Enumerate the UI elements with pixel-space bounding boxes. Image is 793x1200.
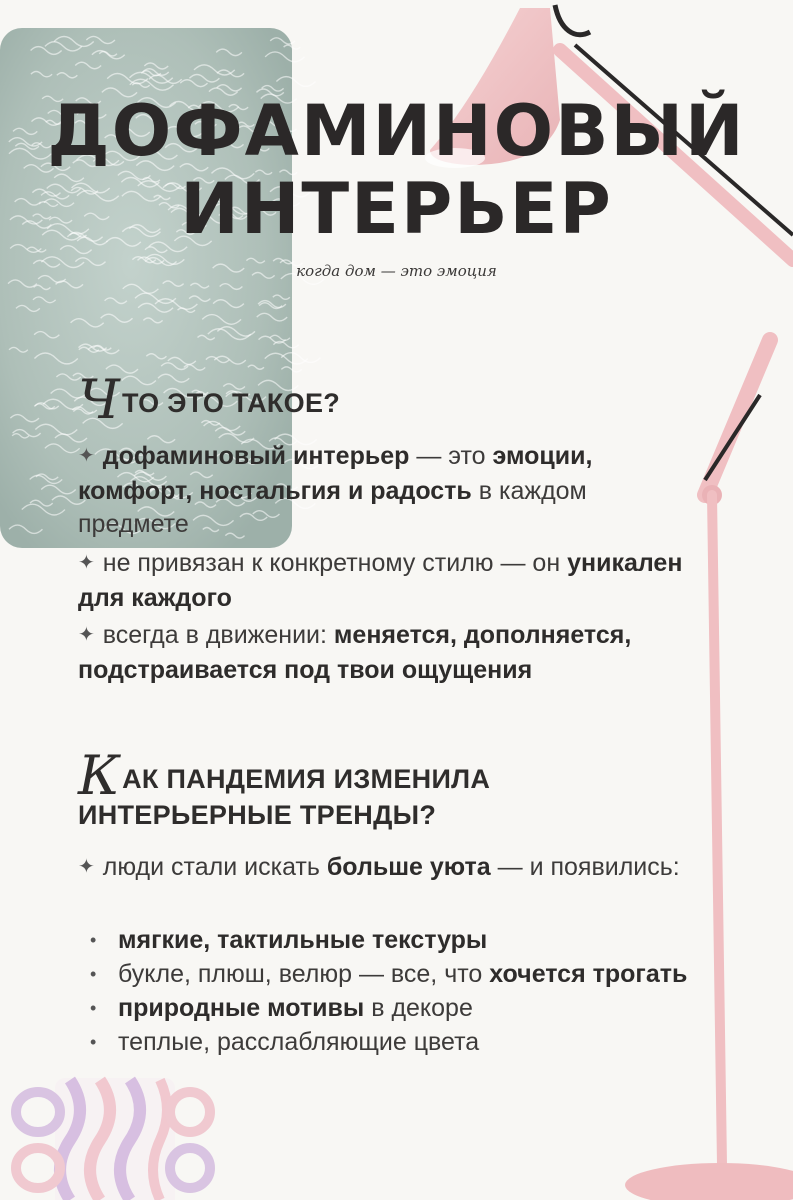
item-text: в каждом предмете <box>78 477 587 538</box>
title-line-2: ИНТЕРЬЕР <box>180 168 613 250</box>
striped-mug <box>16 1078 210 1200</box>
subtitle: когда дом — это эмоция <box>296 262 497 280</box>
list-item-text: теплые, расслабляющие цвета <box>118 1028 480 1056</box>
star-icon: ✦ <box>78 445 95 467</box>
intro-text: — и появились: <box>490 853 680 881</box>
star-icon: ✦ <box>78 856 95 878</box>
item-text: всегда в движении: <box>102 621 334 649</box>
list-item <box>88 992 688 1024</box>
section1-heading-text: ТО ЭТО ТАКОЕ? <box>122 388 341 418</box>
star-icon: ✦ <box>78 552 95 574</box>
item-text: не привязан к конкретному стилю — он <box>102 549 568 577</box>
list-item <box>88 924 688 956</box>
section1-item-3 <box>78 619 698 687</box>
item-text: — это <box>409 442 493 470</box>
section1-heading <box>78 368 341 431</box>
item-bold: эмоции, комфорт, ностальгия и радость <box>78 442 593 505</box>
section1-item-1 <box>78 440 698 541</box>
section2-heading-initial: К <box>78 744 121 807</box>
section1-item-2 <box>78 547 698 615</box>
list-item <box>88 958 688 990</box>
list-item-bold: природные мотивы <box>118 994 365 1022</box>
list-item-text: букле, плюш, велюр — все, что <box>118 960 490 988</box>
star-icon: ✦ <box>78 624 95 646</box>
item-bold: меняется, дополняется, подстраивается под твои ощущения <box>78 621 632 684</box>
trend-list <box>88 924 688 1060</box>
intro-text: люди стали искать <box>102 853 327 881</box>
section2-intro <box>78 851 698 886</box>
section2-heading <box>78 744 491 833</box>
title-line-1: ДОФАМИНОВЫЙ <box>47 90 746 172</box>
list-item-bold: хочется трогать <box>489 960 688 988</box>
item-bold: уникален для каждого <box>78 549 683 612</box>
list-item <box>88 1026 688 1058</box>
item-bold: дофаминовый интерьер <box>102 442 410 470</box>
intro-bold: больше уюта <box>326 853 491 881</box>
section1-heading-initial: Ч <box>78 368 121 431</box>
section2-heading-line2: ИНТЕРЬЕРНЫЕ ТРЕНДЫ? <box>78 800 437 830</box>
section2-heading-line1: АК ПАНДЕМИЯ ИЗМЕНИЛА <box>122 764 491 794</box>
list-item-text: в декоре <box>364 994 473 1022</box>
list-item-bold: мягкие, тактильные текстуры <box>118 926 488 954</box>
